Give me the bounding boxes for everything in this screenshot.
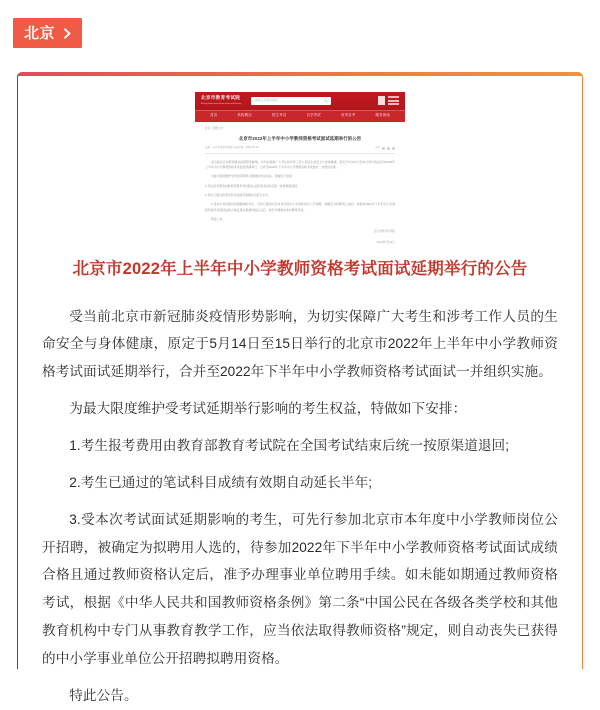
- thumbnail-nav-item: 机构概况: [237, 113, 252, 118]
- article: [18, 240, 582, 710]
- thumbnail-site-logo: [201, 96, 241, 104]
- thumbnail-nav-item: 服务指南: [375, 113, 390, 118]
- region-tag-label: 北京: [24, 24, 56, 42]
- thumbnail-paragraph: 2.考生已通过的笔试科目成绩有效期自动延长半年；: [205, 193, 272, 197]
- article-paragraph: 为最大限度维护受考试延期举行影响的考生权益，特做如下安排：: [69, 401, 467, 417]
- article-paragraph: 3.受本次考试面试延期影响的考生，可先行参加北京市本年度中小学教师岗位公开招聘，被确定为拟聘用人选的，待参加2022年下半年中小学教师资格考试面试成绩合格且通过教师资格认定后，准予办理事业单位聘用手续。如未能如期通过教师资格考试，根据《中华人民共和国教师资格条例》第二条“中国公民在各级各类学校和其他教育机构中专门从事教育教学工作，应当依法取得教师资格”规定，则自动丧失已获得的中小学事业单位公开招聘拟聘用资格。: [42, 511, 558, 667]
- article-paragraph: 2.考生已通过的笔试科目成绩有效期自动延长半年;: [69, 474, 373, 490]
- thumbnail-article-title: 北京市2022年上半年中小学教师资格考试面试延期举行的公告: [238, 136, 362, 142]
- region-tag[interactable]: [13, 18, 82, 48]
- thumbnail-meta-fontsize: 字号: [374, 145, 380, 149]
- thumbnail-meta-row: [205, 147, 395, 154]
- article-paragraph: 1.考生报考费用由教育部教育考试院在全国考试结束后统一按原渠道退回;: [69, 438, 510, 454]
- thumbnail-search-box: [251, 97, 331, 105]
- thumbnail-logo-sub: Beijing Education Examinations Authority: [201, 102, 242, 105]
- thumbnail-header-tools: [378, 96, 399, 105]
- search-icon: [324, 99, 328, 103]
- thumbnail-nav-item: 招生考试: [271, 113, 287, 118]
- thumbnail-header-link: [388, 96, 399, 98]
- thumbnail-nav-bar: [195, 110, 405, 122]
- thumbnail-paragraph: 为最大限度维护受考试延期举行影响的考生权益，特做如下安排：: [211, 174, 295, 179]
- thumbnail-breadcrumb: 首页 > 通知公告: [205, 126, 224, 130]
- share-dot-icon: [392, 147, 395, 150]
- share-dot-icon: [382, 147, 385, 150]
- thumbnail-paragraph: 3.受本次考试面试延期影响的考生，可先行参加北京市本年度中小学教师岗位公开招聘，被确定为拟聘用人选的，待参加2022年下半年中小学教师资格考试面试成绩合格且通过教师资格认定后，准予办理事业单位聘用手续。: [205, 202, 395, 212]
- source-page-thumbnail[interactable]: [195, 92, 405, 244]
- card-content: [18, 76, 582, 703]
- thumbnail-nav-item: 首页: [210, 113, 218, 118]
- thumbnail-site-header: [195, 92, 405, 110]
- qr-code-icon: [378, 96, 385, 105]
- thumbnail-search-placeholder: 请输入关键词搜索: [254, 98, 279, 102]
- article-paragraph: 特此公告。: [69, 687, 138, 703]
- page-title: 北京市2022年上半年中小学教师资格考试面试延期举行的公告: [72, 259, 528, 278]
- announcement-card: [17, 69, 583, 703]
- thumbnail-paragraph: 1.考生报考费用由教育部教育考试院在全国考试结束后统一按原渠道退回；: [205, 183, 300, 188]
- thumbnail-logo-main: 北京市教育考试院: [201, 95, 241, 101]
- thumbnail-signature-org: 北京市教育考试院: [373, 229, 395, 233]
- chevron-right-icon: [62, 28, 73, 39]
- thumbnail-meta-source: 来源：北京市教育考试院 发布时间：2022-05-10: [205, 145, 259, 149]
- thumbnail-nav-item: 自学考试: [306, 113, 321, 118]
- thumbnail-header-link: [388, 100, 399, 102]
- thumbnail-signature-date: 2022年5月10日: [376, 240, 395, 244]
- thumbnail-nav-item: 成考自考: [341, 113, 356, 118]
- article-paragraph: 受当前北京市新冠肺炎疫情形势影响，为切实保障广大考生和涉考工作人员的生命安全与身体健康，原定于5月14日至15日举行的北京市2022年上半年中小学教师资格考试面试延期举行，合并至2022年下半年中小学教师资格考试面试一并组织实施。: [42, 308, 558, 380]
- thumbnail-share-icons: [375, 147, 395, 150]
- thumbnail-header-links: [388, 96, 399, 105]
- thumbnail-image: [195, 92, 405, 244]
- share-dot-icon: [387, 147, 390, 150]
- thumbnail-article: [195, 122, 405, 245]
- thumbnail-paragraph: 特此公告。: [211, 217, 226, 222]
- article-body: [42, 303, 558, 710]
- thumbnail-paragraph: 受当前北京市新冠肺炎疫情形势影响，为切实保障广大考生和涉考工作人员的生命安全与身体健康，原定于5月14日至15日举行的北京市2022年上半年中小学教师资格考试面试延期举行，合并至2022年下半年中小学教师资格考试面试一并组织实施。: [205, 159, 395, 169]
- thumbnail-header-link: [388, 103, 399, 105]
